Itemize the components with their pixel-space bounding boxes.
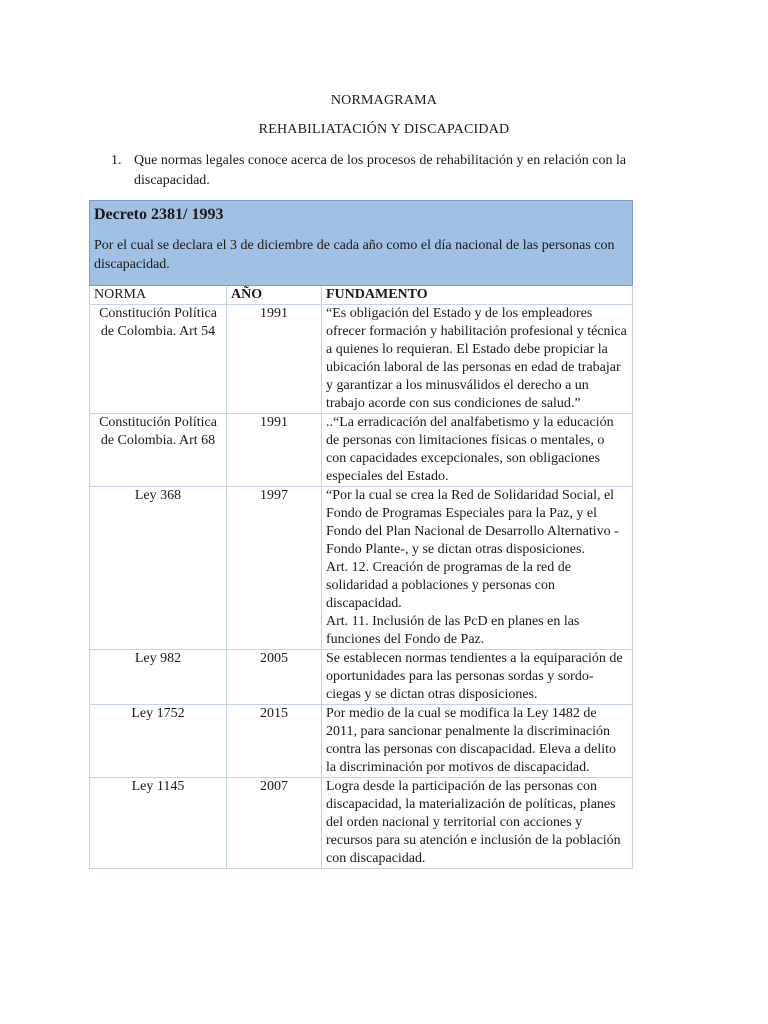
cell-fundamento: “Es obligación del Estado y de los empleadores ofrecer formación y habilitación profesional y técnica a quienes lo requieran. El Estado debe propiciar la ubicación laboral de las personas en edad de trabajar y garantizar a los minusválidos el derecho a un trabajo acorde con sus condiciones de salud.” [322,305,633,414]
table-row [90,705,633,778]
cell-anio: 1997 [227,487,322,650]
normagrama-table [89,200,633,869]
table-row [90,487,633,650]
cell-norma: Ley 982 [90,650,227,705]
cell-fundamento: Logra desde la participación de las personas con discapacidad, la materialización de políticas, planes del orden nacional y territorial con acciones y recursos para su atención e inclusión de la población con discapacidad. [322,778,633,869]
cell-anio: 1991 [227,414,322,487]
header-anio: AÑO [227,286,322,305]
table-row [90,650,633,705]
cell-norma: Ley 368 [90,487,227,650]
page-title: NORMAGRAMA [330,93,438,108]
banner-title: Decreto 2381/ 1993 [94,206,224,223]
cell-fundamento: Por medio de la cual se modifica la Ley 1482 de 2011, para sancionar penalmente la discriminación contra las personas con discapacidad. Eleva a delito la discriminación por motivos de discapacidad. [322,705,633,778]
fundamento-article: Art. 12. Creación de programas de la red de solidaridad a poblaciones y personas con discapacidad. [326,560,571,611]
cell-fundamento [322,487,633,650]
banner-cell [90,201,633,286]
fundamento-article: Art. 11. Inclusión de las PcD en planes en las funciones del Fondo de Paz. [326,614,580,647]
cell-fundamento: ..“La erradicación del analfabetismo y la educación de personas con limitaciones físicas o mentales, o con capacidades excepcionales, son obligaciones especiales del Estado. [322,414,633,487]
cell-norma: Ley 1145 [90,778,227,869]
cell-norma: Constitución Política de Colombia. Art 54 [90,305,227,414]
cell-anio: 2007 [227,778,322,869]
cell-norma: Constitución Política de Colombia. Art 68 [90,414,227,487]
banner-row [90,201,633,286]
cell-fundamento: Se establecen normas tendientes a la equiparación de oportunidades para las personas sordas y sordo- ciegas y se dictan otras disposiciones. [322,650,633,705]
cell-anio: 1991 [227,305,322,414]
fundamento-paragraph: “Por la cual se crea la Red de Solidaridad Social, el Fondo de Programas Especiales para la Paz, y el Fondo del Plan Nacional de Desarrollo Alternativo -Fondo Plante-, y se dictan otras disposiciones. [326,488,619,557]
banner-description: Por el cual se declara el 3 de diciembre de cada año como el día nacional de las personas con discapacidad. [94,238,615,272]
question-number: 1. [111,153,122,168]
cell-anio: 2005 [227,650,322,705]
cell-norma: Ley 1752 [90,705,227,778]
table-row [90,414,633,487]
table-row [90,305,633,414]
header-norma: NORMA [90,286,227,305]
question-item [111,151,671,191]
question-text: Que normas legales conoce acerca de los procesos de rehabilitación y en relación con la discapacidad. [134,153,627,188]
header-row [90,286,633,305]
table-row [90,778,633,869]
page-subtitle: REHABILIATACIÓN Y DISCAPACIDAD [258,122,510,137]
cell-anio: 2015 [227,705,322,778]
header-fundamento: FUNDAMENTO [322,286,633,305]
